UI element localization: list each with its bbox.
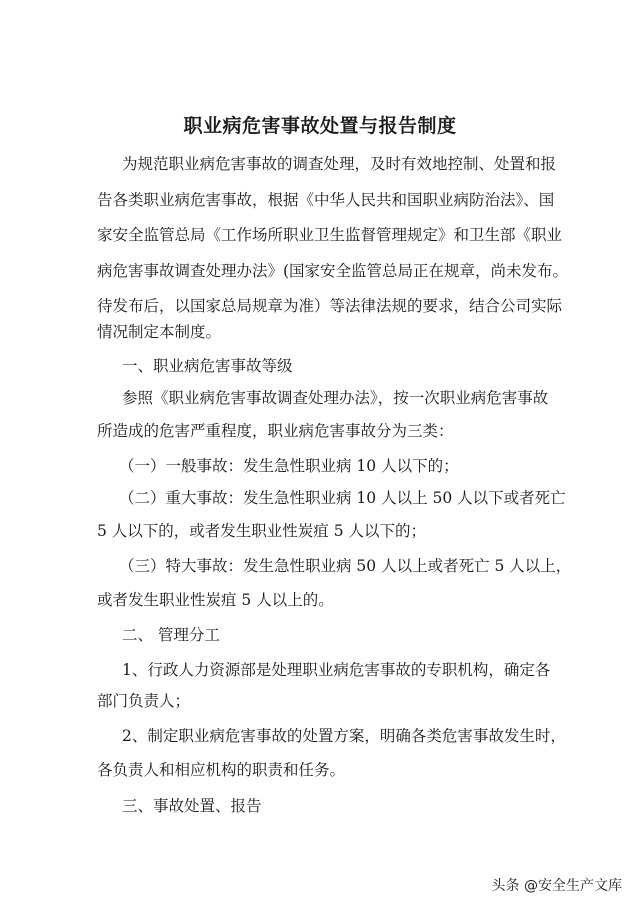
paragraph-line: 家安全监管总局《工作场所职业卫生监督管理规定》和卫生部《职业: [97, 226, 563, 244]
paragraph-line: 病危害事故调查处理办法》(国家安全监管总局正在规章，尚未发布。: [97, 262, 569, 280]
paragraph-line: 部门负责人；: [97, 692, 191, 710]
paragraph-line: 为规范职业病危害事故的调查处理，及时有效地控制、处置和报: [122, 155, 557, 173]
paragraph-line: 2、制定职业病危害事故的处置方案，明确各类危害事故发生时，: [122, 727, 566, 745]
paragraph-line: 告各类职业病危害事故，根据《中华人民共和国职业病防治法》、国: [97, 191, 555, 209]
watermark: 头条 @安全生产文库: [491, 878, 622, 894]
list-item: （一）一般事故：发生急性职业病 10 人以下的；: [119, 457, 459, 475]
section-heading: 三、事故处置、报告: [122, 797, 262, 815]
document-title: 职业病危害事故处置与报告制度: [183, 115, 457, 137]
section-heading: 二、 管理分工: [122, 626, 220, 644]
list-item: （三）特大事故：发生急性职业病 50 人以上或者死亡 5 人以上，: [119, 557, 572, 575]
paragraph-line: 各负责人和相应机构的职责和任务。: [97, 761, 346, 779]
paragraph-line: 所造成的危害严重程度，职业病危害事故分为三类：: [97, 422, 454, 440]
paragraph-line: 情况制定本制度。: [97, 323, 222, 341]
paragraph-line: 参照《职业病危害事故调查处理办法》，按一次职业病危害事故: [122, 389, 549, 407]
list-item-continuation: 5 人以下的，或者发生职业性炭疽 5 人以下的；: [97, 522, 427, 540]
list-item-continuation: 或者发生职业性炭疽 5 人以上的。: [97, 591, 334, 609]
paragraph-line: 待发布后，以国家总局规章为准）等法律法规的要求，结合公司实际: [97, 297, 563, 315]
section-heading: 一、职业病危害事故等级: [122, 357, 293, 375]
list-item: （二）重大事故：发生急性职业病 10 人以上 50 人以下或者死亡: [119, 489, 566, 507]
paragraph-line: 1、行政人力资源部是处理职业病危害事故的专职机构，确定各: [122, 661, 551, 679]
